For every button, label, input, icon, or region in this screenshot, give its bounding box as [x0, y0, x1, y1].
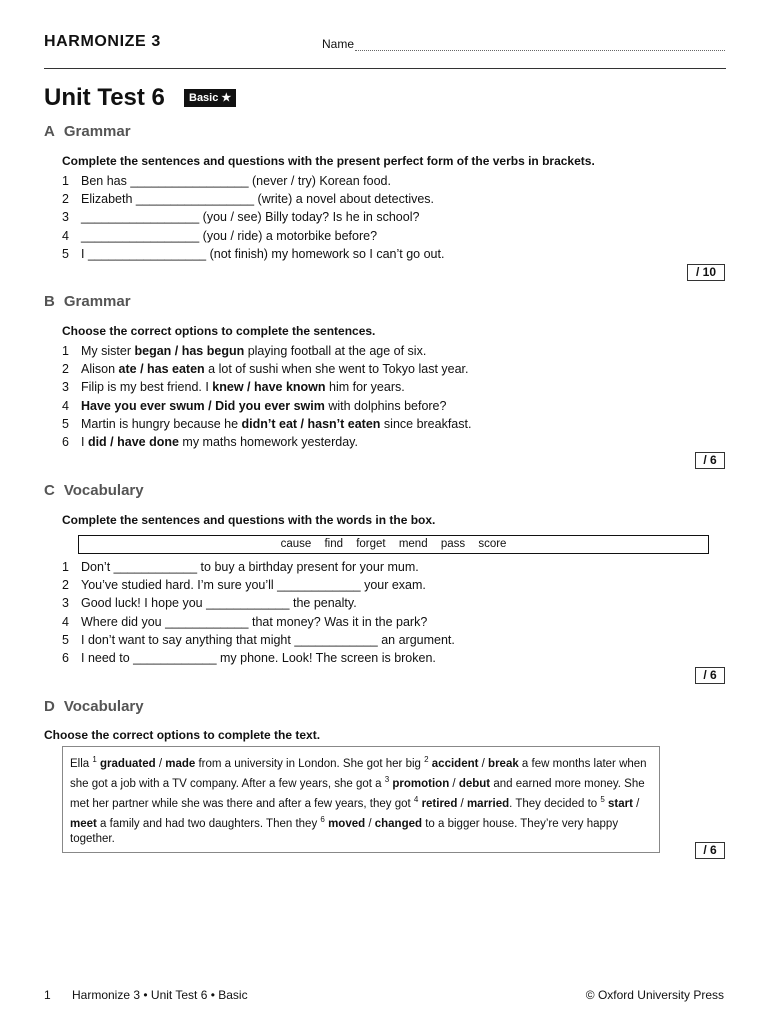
item-text: My sister began / has begun playing football at the age of six.: [81, 344, 427, 358]
section-b-score-box: / 6: [695, 452, 725, 469]
answer-options: did / have done: [87, 435, 179, 450]
item-text: _________________ (you / ride) a motorbike before?: [81, 228, 378, 243]
section-title: Vocabulary: [63, 698, 144, 715]
item-number: 2: [62, 578, 69, 593]
word-box-item: score: [478, 538, 507, 550]
list-item: [62, 613, 455, 631]
item-number: 2: [62, 192, 69, 207]
section-c-heading: [44, 482, 144, 499]
option: start: [608, 797, 633, 810]
section-b-heading: [44, 293, 131, 310]
answer-options: knew / have known: [212, 380, 326, 395]
answer-options: didn’t eat / hasn’t eaten: [241, 416, 381, 431]
list-item: [62, 631, 455, 649]
option: changed: [374, 817, 423, 830]
option: meet: [70, 817, 97, 830]
item-number: 1: [62, 344, 69, 358]
item-number: 3: [62, 596, 69, 611]
gap-number: 5: [600, 795, 605, 805]
option: married: [466, 797, 510, 810]
item-text: Good luck! I hope you ____________ the penalty.: [81, 596, 357, 611]
item-text: Filip is my best friend. I knew / have known him for years.: [81, 380, 405, 395]
list-item: [62, 190, 444, 208]
list-item: [62, 433, 471, 451]
name-field-line: [355, 50, 725, 51]
page-title: Unit Test 6: [44, 84, 165, 111]
word-box-item: mend: [398, 538, 428, 550]
level-badge: Basic ★: [184, 89, 236, 107]
section-letter: A: [44, 123, 55, 140]
item-number: 5: [62, 246, 69, 261]
item-number: 6: [62, 651, 69, 666]
item-text: Ben has _________________ (never / try) Korean food.: [81, 174, 391, 188]
item-text: I _________________ (not finish) my homework so I can’t go out.: [81, 246, 445, 261]
answer-options: ate / has eaten: [118, 362, 205, 377]
gap-number: 2: [424, 755, 429, 764]
item-number: 4: [62, 398, 69, 413]
item-text: I did / have done my maths homework yesterday.: [81, 435, 358, 450]
section-d-score-box: / 6: [695, 842, 725, 859]
item-text: Martin is hungry because he didn’t eat / hasn’t eaten since breakfast.: [81, 416, 472, 431]
list-item: [62, 342, 471, 360]
reading-text-box: Ella $^1$ graduated / made from a university in London. She got her big $^2$ accident / break a few months later when she got a job with a TV company. After a few years, she got a $^3$ promotion / debut and earned more money. She met her partner while she was there and after a few years, they got $^4$ retired / married. They decided to $^5$ start / meet a family and had two daughters. Then they $^6$ moved / changed to a bigger house. They’re very happy together.: [62, 746, 660, 853]
answer-options: began / has begun: [134, 344, 245, 358]
list-item: [62, 415, 471, 433]
section-c-score-box: / 6: [695, 667, 725, 684]
item-number: 5: [62, 632, 69, 647]
item-text: Where did you ____________ that money? Was it in the park?: [81, 614, 428, 629]
option: accident: [431, 757, 479, 770]
section-b-instruction: Choose the correct options to complete the sentences.: [62, 324, 376, 338]
list-item: [62, 360, 471, 378]
item-number: 1: [62, 174, 69, 188]
option: moved: [328, 817, 366, 830]
word-box-item: find: [324, 538, 343, 550]
list-item: [62, 172, 444, 190]
section-a-list: [62, 172, 444, 263]
list-item: [62, 594, 455, 612]
option: made: [165, 757, 196, 770]
option: graduated: [100, 757, 156, 770]
item-text: You’ve studied hard. I’m sure you’ll ____________ your exam.: [81, 578, 426, 593]
list-item: [62, 245, 444, 263]
answer-options: Have you ever swum / Did you ever swim: [81, 398, 325, 413]
footer-copyright: © Oxford University Press: [585, 988, 724, 1002]
word-box-item: cause: [280, 538, 312, 550]
item-text: Have you ever swum / Did you ever swim with dolphins before?: [81, 398, 447, 413]
item-number: 4: [62, 614, 69, 629]
section-d-instruction: Choose the correct options to complete the text.: [44, 728, 321, 742]
section-c-list: [62, 558, 455, 667]
brand-logo: HARMONIZE 3: [44, 33, 161, 50]
section-d-heading: [44, 698, 144, 715]
gap-number: 3: [384, 775, 390, 785]
item-text: Alison ate / has eaten a lot of sushi when she went to Tokyo last year.: [81, 362, 469, 377]
item-text: I don’t want to say anything that might ____________ an argument.: [81, 632, 455, 647]
list-item: [62, 649, 455, 667]
section-letter: B: [44, 293, 55, 310]
item-text: _________________ (you / see) Billy today? Is he in school?: [81, 210, 420, 225]
gap-number: 4: [413, 795, 419, 805]
item-number: 1: [62, 560, 69, 574]
section-title: Vocabulary: [63, 482, 144, 499]
section-b-list: [62, 342, 471, 451]
word-box-item: pass: [440, 538, 466, 550]
section-c-instruction: Complete the sentences and questions with the words in the box.: [62, 513, 436, 527]
item-text: Don’t ____________ to buy a birthday present for your mum.: [81, 560, 419, 574]
list-item: [62, 378, 471, 396]
item-number: 4: [62, 228, 69, 243]
gap-number: 6: [320, 815, 325, 825]
item-text: I need to ____________ my phone. Look! The screen is broken.: [81, 651, 436, 666]
header-divider: [44, 68, 726, 69]
option: retired: [421, 797, 458, 810]
section-a-score-box: / 10: [687, 264, 725, 281]
item-number: 5: [62, 416, 69, 431]
list-item: [62, 397, 471, 415]
gap-number: 1: [92, 755, 97, 764]
page-number: 1: [44, 988, 51, 1002]
name-label: Name: [322, 37, 355, 51]
item-number: 3: [62, 210, 69, 225]
word-box: [78, 535, 709, 554]
option: promotion: [392, 777, 450, 790]
footer-course: Harmonize 3 • Unit Test 6 • Basic: [72, 988, 248, 1002]
section-title: Grammar: [63, 123, 131, 140]
item-text: Elizabeth _________________ (write) a novel about detectives.: [81, 192, 435, 207]
option: break: [488, 757, 519, 770]
section-title: Grammar: [63, 293, 131, 310]
section-letter: D: [44, 698, 55, 715]
item-number: 3: [62, 380, 69, 395]
section-a-heading: [44, 123, 131, 140]
item-number: 2: [62, 362, 69, 377]
list-item: [62, 576, 455, 594]
list-item: [62, 208, 444, 226]
list-item: [62, 227, 444, 245]
word-box-item: forget: [356, 538, 386, 550]
option: debut: [458, 777, 491, 790]
section-letter: C: [44, 482, 55, 499]
list-item: [62, 558, 455, 576]
item-number: 6: [62, 435, 69, 450]
section-a-instruction: Complete the sentences and questions with the present perfect form of the verbs in brackets.: [62, 154, 595, 168]
